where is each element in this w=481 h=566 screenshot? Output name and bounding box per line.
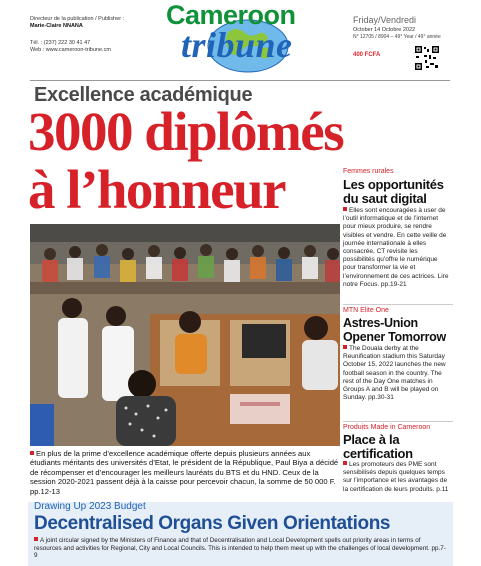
bullet-square-icon xyxy=(30,451,34,455)
sidebar-2-title-line-1[interactable]: Astres-Union xyxy=(343,316,418,330)
sidebar-3-title-line-1[interactable]: Place à la xyxy=(343,432,400,447)
sidebar-separator xyxy=(343,421,453,422)
headline-kicker: Excellence académique xyxy=(34,84,253,106)
sidebar-1-title-line-1[interactable]: Les opportunités xyxy=(343,177,444,192)
logo-cameroon: Cameroon xyxy=(166,0,296,30)
bullet-square-icon xyxy=(34,537,38,541)
sidebar-2-text-block xyxy=(343,345,449,402)
bullet-square-icon xyxy=(343,345,347,349)
sidebar-1-text: Elles sont encouragées à user de l’outil informatique et de l’internet pour mieux produire, se rendre visibles et vendre. En cette veille de journée internationale à elles consacrée, CT revisite les possibilités qu’offre le numérique pour transformer la vie et l’environnement de ces actrices. Lire notre Focus. pp.19-21 xyxy=(343,207,449,288)
sidebar-2-title-line-2[interactable]: Opener Tomorrow xyxy=(343,330,446,344)
sidebar-1-title-line-2[interactable]: du saut digital xyxy=(343,191,427,206)
sidebar-2-category: MTN Elite One xyxy=(343,307,389,314)
main-photo xyxy=(30,224,340,446)
bullet-square-icon xyxy=(343,207,347,211)
bottom-story-title[interactable]: Decentralised Organs Given Orientations xyxy=(34,513,391,534)
qr-code-icon xyxy=(414,45,440,71)
photo-caption: En plus de la prime d’excellence académique offerte depuis plusieurs années aux étudiants méritants des universités d’Etat, le président de la République, Paul Biya a décidé de récompenser et d’encourager les meilleurs lauréats du BTS et du HND. Ceux de la session 2020-2021 passent déjà à la caisse pour percevoir chacun, la somme de 50 000 F. pp.12-13 xyxy=(30,449,339,496)
publisher-label: Directeur de la publication / Publisher : xyxy=(30,16,125,22)
issue-number: N° 12705 / 8904 – 49° Year / 49° année xyxy=(353,34,441,40)
price: 400 FCFA xyxy=(353,52,381,58)
logo-tribune: tribune xyxy=(181,25,293,65)
sidebar-1-text-block xyxy=(343,207,449,289)
bottom-story-kicker: Drawing Up 2023 Budget xyxy=(34,501,146,512)
sidebar-3-text: Les promoteurs des PME sont sensibilisés depuis quelques temps sur l’importance et les avantages de la certification de leurs produits. p.11 xyxy=(343,461,449,493)
sidebar-3-category: Produits Made in Cameroon xyxy=(343,424,431,431)
sidebar-2-text: The Douala derby at the Reunification stadium this Saturday October 15, 2022 launches the new football season in the country. The rest of the Day One matches in Groups A and B will be played on Sunday. pp.30-31 xyxy=(343,345,446,402)
website: Web : www.cameroon-tribune.cm xyxy=(30,47,111,53)
sidebar-3-text-block xyxy=(343,461,449,494)
telephone: Tél. : (237) 222 30 41 47 xyxy=(30,40,91,46)
sidebar-3-title-line-2[interactable]: certification xyxy=(343,446,413,461)
sidebar-1-category: Femmes rurales xyxy=(343,168,394,175)
bullet-square-icon xyxy=(343,461,347,465)
masthead-rule xyxy=(30,80,450,81)
issue-day: Friday/Vendredi xyxy=(353,15,417,25)
headline-line-1[interactable]: 3000 diplômés xyxy=(28,101,344,162)
bottom-story-text-block xyxy=(34,537,448,560)
sidebar-separator xyxy=(343,304,453,305)
publisher-name: Marie-Claire NNANA xyxy=(30,23,83,29)
issue-date: October 14 Octobre 2022 xyxy=(353,27,416,33)
photo-caption-block xyxy=(30,449,340,496)
headline-line-2[interactable]: à l’honneur xyxy=(28,159,286,220)
bottom-story-text: A joint circular signed by the Ministers of Finance and that of Decentralisation and Local Development spells out priority areas in terms of resources and activities for Regional, City and Local Councils. This is intended to help them meet up with the challenges of local development. pp.7-9 xyxy=(34,537,446,560)
